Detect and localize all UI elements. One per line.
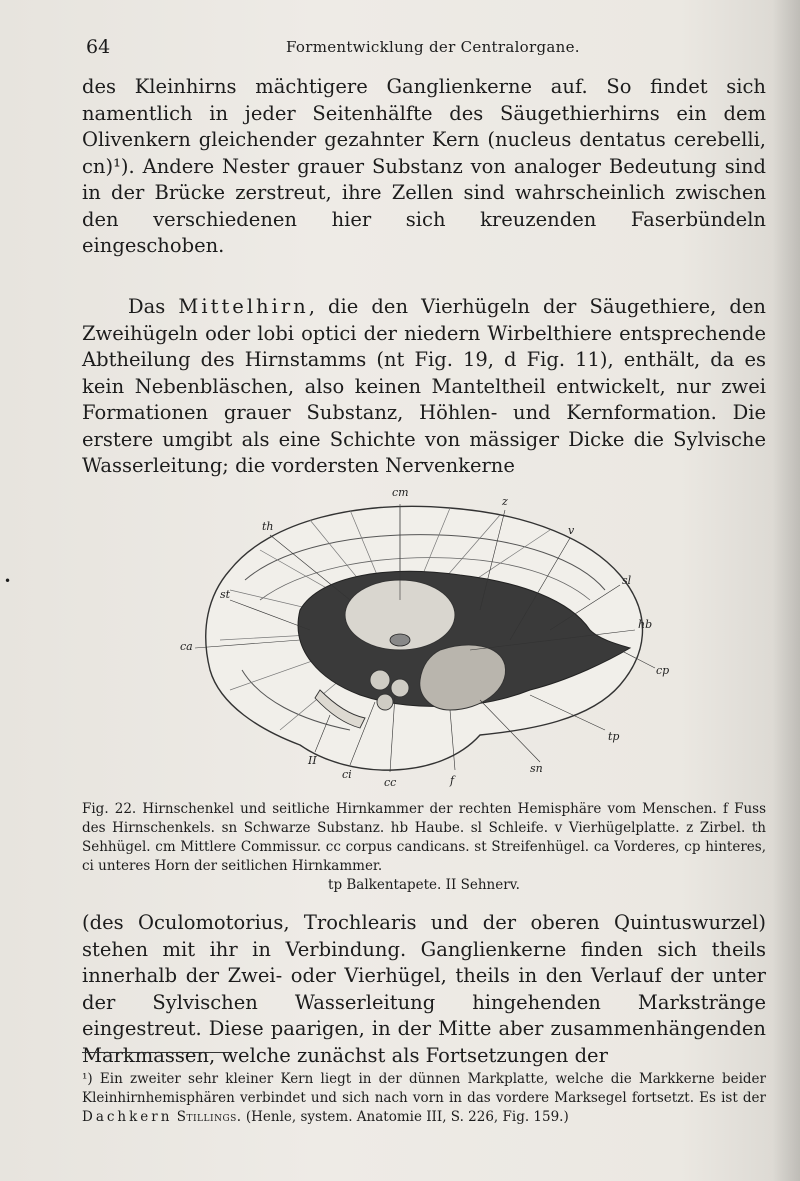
footnote-text: ¹) Ein zweiter sehr kleiner Kern liegt in der dünnen Markplatte, welche die Markkerne beider Kleinhirnhemisphären verbindet und sich nach vorn in das vordere Marksegel fortsetzt. Es ist der xyxy=(82,1071,766,1106)
label-cm: cm xyxy=(392,486,409,499)
footnote-author: Stillings. xyxy=(176,1109,242,1125)
brain-illustration xyxy=(150,480,710,798)
brain-illustration-svg xyxy=(150,480,710,798)
footnote xyxy=(82,1070,766,1127)
label-z: z xyxy=(502,495,508,508)
label-ci: ci xyxy=(342,768,352,781)
paragraph-3 xyxy=(82,910,766,1069)
label-st: st xyxy=(220,588,231,601)
label-v: v xyxy=(568,524,575,537)
paragraph-3-text: (des Oculomotorius, Trochlearis und der oberen Quintuswurzel) stehen mit ihr in Verbindung. Ganglienkerne finden sich theils innerhalb der Zwei- oder Vierhügel, theils in den Verlauf der unter der Sylvischen Wasserleitung hingehenden Markstränge eingestreut. Diese paarigen, in der Mitte aber zusammenhängenden Markmassen, welche zunächst als Fortsetzungen der xyxy=(82,911,766,1067)
label-cc: cc xyxy=(384,776,397,789)
running-title: Formentwicklung der Centralorgane. xyxy=(286,38,580,56)
footnote-rule xyxy=(82,1052,232,1053)
footnote-spaced-word: Dachkern xyxy=(82,1109,173,1125)
label-th: th xyxy=(262,520,274,533)
label-f: f xyxy=(450,774,455,787)
label-cp: cp xyxy=(656,664,670,677)
label-tp: tp xyxy=(608,730,620,743)
paragraph-2-lead: Das xyxy=(128,295,166,318)
label-II: II xyxy=(308,754,317,767)
paragraph-1-text: des Kleinhirns mächtigere Ganglienkerne auf. So findet sich namentlich in jeder Seitenhälfte des Säugethierhirns ein dem Olivenkern gleichender gezahnter Kern (nucleus dentatus cerebelli, cn)¹). Andere Nester grauer Substanz von analoger Bedeutung sind in der Brücke zerstreut, ihre Zellen sind wahrscheinlich zwischen den verschiedenen hier sich kreuzenden Faserbündeln eingeschoben. xyxy=(82,75,766,257)
paragraph-1 xyxy=(82,74,766,260)
caption-line-2: f Fuss des Hirnschenkels. sn Schwarze Substanz. hb Haube. sl Schleife. v Vierhügelplatte. z Zirbel. th Sehhügel. cm Mittlere Commissur. cc corpus candicans. st Streifenhügel. ca Vorderes, cp hinteres, ci unteres Horn der seitlichen Hirnkammer. xyxy=(82,801,766,874)
caption-line-3: tp Balkentapete. II Sehnerv. xyxy=(328,877,520,893)
label-ca: ca xyxy=(180,640,193,653)
page-number: 64 xyxy=(86,36,111,58)
paragraph-2-text: , die den Vierhügeln der Säugethiere, den Zweihügeln oder lobi optici der niedern Wirbelthiere entsprechende Abtheilung des Hirnstamms (nt Fig. 19, d Fig. 11), enthält, da es kein Nebenbläschen, also keinen Manteltheil entwickelt, nur zwei Formationen grauer Substanz, Höhlen- und Kernformation. Die erstere umgibt als eine Schichte von mässiger Dicke die Sylvische Wasserleitung; die vordersten Nervenkerne xyxy=(82,295,766,477)
label-sn: sn xyxy=(530,762,543,775)
paragraph-2-spaced-word: Mittelhirn xyxy=(178,295,309,318)
paragraph-2 xyxy=(82,294,766,480)
margin-mark: • xyxy=(4,574,12,588)
figure-caption xyxy=(82,800,766,895)
label-hb: hb xyxy=(638,618,653,631)
caption-line-1: Fig. 22. Hirnschenkel und seitliche Hirnkammer der rechten Hemisphäre vom Menschen. xyxy=(82,801,717,817)
label-sl: sl xyxy=(622,574,632,587)
footnote-reference: (Henle, system. Anatomie III, S. 226, Fig. 159.) xyxy=(245,1109,569,1125)
page-edge-shadow xyxy=(772,0,800,1181)
